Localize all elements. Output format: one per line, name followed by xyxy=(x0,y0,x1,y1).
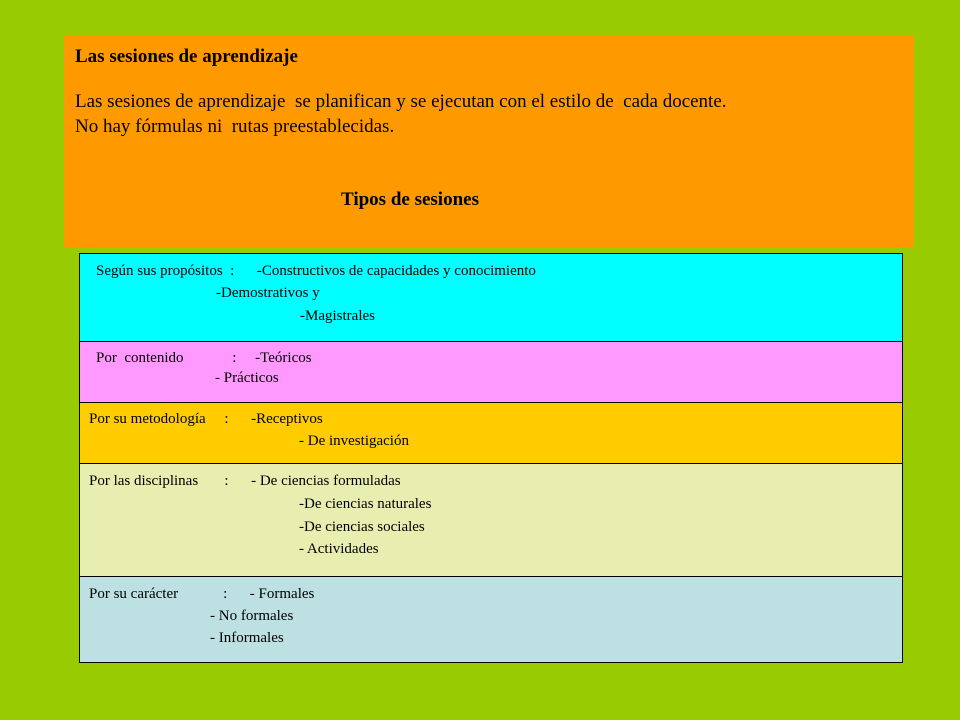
row-line: Por su carácter : - Formales xyxy=(89,586,315,602)
page-title: Las sesiones de aprendizaje xyxy=(75,46,298,67)
intro-line-1: Las sesiones de aprendizaje se planifican y se ejecutan con el estilo de cada docente. xyxy=(75,91,727,112)
row-line: -De ciencias naturales xyxy=(299,496,432,512)
intro-paragraph xyxy=(75,89,904,139)
intro-line-2: No hay fórmulas ni rutas preestablecidas. xyxy=(75,116,395,137)
row-line: -De ciencias sociales xyxy=(299,519,425,535)
row-line: Por contenido : -Teóricos xyxy=(96,350,312,366)
section-subtitle: Tipos de sesiones xyxy=(341,189,479,210)
row-line: - Informales xyxy=(210,630,284,646)
row-line: Según sus propósitos : -Constructivos de capacidades y conocimiento xyxy=(96,263,536,279)
row-line: - Actividades xyxy=(299,541,379,557)
table-row-caracter xyxy=(80,577,902,662)
table-row-metodologia xyxy=(80,403,902,464)
row-line: - No formales xyxy=(210,608,294,624)
table-row-contenido xyxy=(80,342,902,403)
row-line: Por su metodología : -Receptivos xyxy=(89,411,323,427)
row-line: Por las disciplinas : - De ciencias formuladas xyxy=(89,473,401,489)
header-box xyxy=(64,35,914,247)
row-line: - De investigación xyxy=(299,433,409,449)
row-line: -Demostrativos y xyxy=(216,285,320,301)
table-row-disciplinas xyxy=(80,464,902,577)
row-line: - Prácticos xyxy=(215,370,279,386)
session-types-table xyxy=(79,253,903,663)
table-row-propositos xyxy=(80,254,902,342)
row-line: -Magistrales xyxy=(300,308,375,324)
